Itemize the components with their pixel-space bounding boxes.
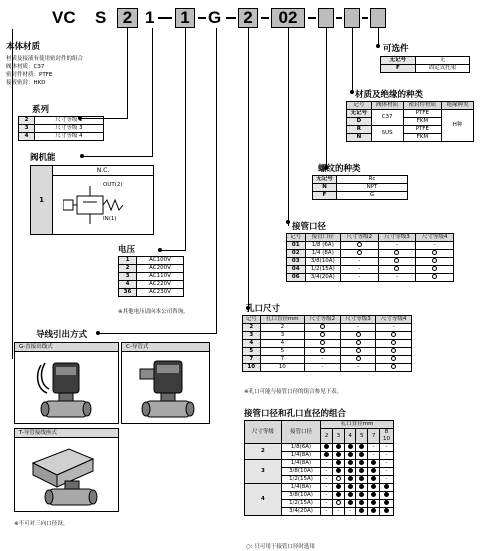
available-filled-circle-icon <box>371 460 376 465</box>
available-filled-circle-icon <box>359 468 364 473</box>
leader-dot <box>376 44 380 48</box>
voltage-title: 电压 <box>118 245 136 255</box>
leader-line <box>82 156 153 157</box>
code-box-material <box>344 8 360 28</box>
available-filled-circle-icon <box>371 468 376 473</box>
model-s: S <box>95 8 107 27</box>
valve-box <box>30 165 154 235</box>
body-material-line: 材质及接液有使用密封件的组合 <box>6 56 84 62</box>
valve-in-label: IN(1) <box>103 216 117 222</box>
valve-title: 阀机能 <box>30 153 56 163</box>
thread-title: 螺纹的种类 <box>318 164 361 174</box>
leader-dot <box>80 154 84 158</box>
available-filled-circle-icon <box>359 484 364 489</box>
leader-line <box>352 28 353 94</box>
orifice-title: 孔口尺寸 <box>246 304 281 314</box>
dash <box>198 17 206 19</box>
valve-nc: N.C. <box>53 166 153 176</box>
available-filled-circle-icon <box>348 460 353 465</box>
lead-t-label: T-导管接线座式 <box>15 429 118 438</box>
dash <box>308 17 316 19</box>
available-filled-circle-icon <box>371 492 376 497</box>
material-title: 材质及绝缘的种类 <box>355 90 424 100</box>
leader-dot <box>286 220 290 224</box>
leader-line <box>160 250 186 251</box>
body-material-line: 接液密封：HKD <box>6 80 46 86</box>
available-filled-circle-icon <box>371 484 376 489</box>
valve-direct-wire-icon <box>33 355 103 423</box>
available-open-circle-icon <box>357 242 362 247</box>
available-open-circle-icon <box>356 332 361 337</box>
dash <box>261 17 269 19</box>
available-open-circle-icon <box>391 340 396 345</box>
valve-num: 1 <box>31 166 53 234</box>
port-title: 接管口径 <box>292 222 327 232</box>
code-box-orifice: 2 <box>238 8 258 28</box>
available-open-circle-icon <box>432 250 437 255</box>
model-prefix: VC <box>52 8 76 27</box>
available-open-circle-icon <box>391 332 396 337</box>
lead-panel <box>14 342 210 522</box>
available-open-circle-icon <box>391 364 396 369</box>
available-open-circle-icon <box>336 476 341 481</box>
leader-dot <box>96 331 100 335</box>
available-filled-circle-icon <box>371 476 376 481</box>
available-filled-circle-icon <box>336 444 341 449</box>
lead-t-box <box>14 428 119 512</box>
leader-line <box>152 28 153 156</box>
available-filled-circle-icon <box>384 492 389 497</box>
available-open-circle-icon <box>432 258 437 263</box>
available-open-circle-icon <box>432 266 437 271</box>
available-open-circle-icon <box>356 348 361 353</box>
code-box-thread <box>318 8 334 28</box>
code-box-voltage: 1 <box>175 8 195 28</box>
available-filled-circle-icon <box>371 508 376 513</box>
available-open-circle-icon <box>356 356 361 361</box>
model-lead: G <box>208 8 222 27</box>
leader-line <box>326 28 327 168</box>
leader-line <box>127 28 128 118</box>
code-box-port: 02 <box>271 8 305 28</box>
available-open-circle-icon <box>391 356 396 361</box>
series-title: 系列 <box>32 105 50 115</box>
available-open-circle-icon <box>320 332 325 337</box>
dash <box>158 17 172 19</box>
material-table: 记号 阀体材质 密封件材质 绝缘种类 无记号 C37 PTFE H种 D FKM R SUS PTFE N FKM <box>346 101 474 142</box>
valve-conduit-icon <box>136 355 202 423</box>
available-open-circle-icon <box>394 258 399 263</box>
available-filled-circle-icon <box>384 508 389 513</box>
voltage-table: 1 AC100V 2 AC200V 3 AC110V 4 AC220V 36 AC230V <box>118 256 184 297</box>
valve-terminal-box-icon <box>29 441 109 511</box>
available-filled-circle-icon <box>348 452 353 457</box>
available-filled-circle-icon <box>336 460 341 465</box>
available-filled-circle-icon <box>359 500 364 505</box>
available-open-circle-icon <box>320 324 325 329</box>
leader-dot <box>350 90 354 94</box>
available-filled-circle-icon <box>336 484 341 489</box>
body-material-line: 阀体材质：C37 <box>6 64 45 70</box>
leader-dot <box>158 248 162 252</box>
orifice-table: 记号 孔口直径mm 尺寸等级2 尺寸等级3 尺寸等级4 2 2 - - 3 3 4 4 5 5 7 7 - 10 10 - - <box>242 315 412 372</box>
available-open-circle-icon <box>320 348 325 353</box>
lead-g-box <box>14 342 119 424</box>
combo-table: 尺寸等级 接管口径 孔口直径mm 2 3 4 5 7 8 10 2 1/8(6A) - - 1/4(8A) - - 3 1/4(8A) - - 3/8(10A) - - 1/2(15A) - - 4 1/4(8A) - 3/8(10A) - 1/2(15A) - 3/4(20A) - - - <box>244 420 394 516</box>
available-open-circle-icon <box>336 500 341 505</box>
dash <box>336 17 342 19</box>
thread-table: 无记号 Rc N NPT F G <box>312 175 408 200</box>
leader-line <box>185 28 186 250</box>
leader-line <box>288 28 289 226</box>
orifice-note: ※孔口可能与接管口径的组合参见下表。 <box>244 389 343 395</box>
available-filled-circle-icon <box>324 452 329 457</box>
available-filled-circle-icon <box>348 484 353 489</box>
model-valve-digit: 1 <box>145 8 155 27</box>
leader-line <box>98 333 217 334</box>
available-filled-circle-icon <box>336 492 341 497</box>
available-open-circle-icon <box>356 340 361 345</box>
body-material-title: 本体材质 <box>6 42 41 52</box>
code-box-option <box>370 8 386 28</box>
available-filled-circle-icon <box>384 500 389 505</box>
option-table: 无记号 无 F 固定式托架 <box>380 56 470 73</box>
available-open-circle-icon <box>391 348 396 353</box>
available-filled-circle-icon <box>348 468 353 473</box>
body-material-line: 密封件材质：PTFE <box>6 72 53 78</box>
available-open-circle-icon <box>357 250 362 255</box>
available-filled-circle-icon <box>359 452 364 457</box>
dash <box>226 17 236 19</box>
lead-title: 导线引出方式 <box>36 330 88 340</box>
available-filled-circle-icon <box>371 500 376 505</box>
lead-c-label: C-导管式 <box>122 343 209 352</box>
leader-line <box>216 28 217 333</box>
available-filled-circle-icon <box>348 500 353 505</box>
leader-line <box>248 28 249 312</box>
lead-note: ※不可对三向口径设。 <box>14 521 69 527</box>
series-table: 2 尺寸等级 2 3 尺寸等级 3 4 尺寸等级 4 <box>18 116 104 141</box>
available-open-circle-icon <box>432 274 437 279</box>
available-filled-circle-icon <box>336 452 341 457</box>
valve-out-label: OUT(2) <box>103 182 123 188</box>
lead-c-box <box>121 342 210 424</box>
available-filled-circle-icon <box>348 476 353 481</box>
lead-g-label: G-直接出线式 <box>15 343 118 352</box>
available-filled-circle-icon <box>359 476 364 481</box>
option-title: 可选件 <box>383 44 409 54</box>
available-filled-circle-icon <box>348 444 353 449</box>
combo-legend: ○: 只可用于接管口径时选用 <box>246 544 315 550</box>
available-open-circle-icon <box>394 250 399 255</box>
available-filled-circle-icon <box>359 492 364 497</box>
voltage-note: ※其他电压请向本公司咨询。 <box>118 309 189 315</box>
code-box-series: 2 <box>117 8 138 28</box>
available-filled-circle-icon <box>348 492 353 497</box>
available-open-circle-icon <box>320 340 325 345</box>
available-open-circle-icon <box>394 266 399 271</box>
port-table: 记号 接管口径 尺寸等级2 尺寸等级3 尺寸等级4 01 1/8 (6A) - - 02 1/4 (8A) 03 3/8(10A) - 04 1/2(15A) - 06 3/4(20A) - - <box>286 233 454 282</box>
available-filled-circle-icon <box>359 508 364 513</box>
available-filled-circle-icon <box>359 460 364 465</box>
available-filled-circle-icon <box>324 444 329 449</box>
combo-title: 接管口径和孔口直径的组合 <box>244 409 347 419</box>
available-filled-circle-icon <box>336 468 341 473</box>
dash <box>362 17 368 19</box>
available-filled-circle-icon <box>384 484 389 489</box>
available-filled-circle-icon <box>359 444 364 449</box>
